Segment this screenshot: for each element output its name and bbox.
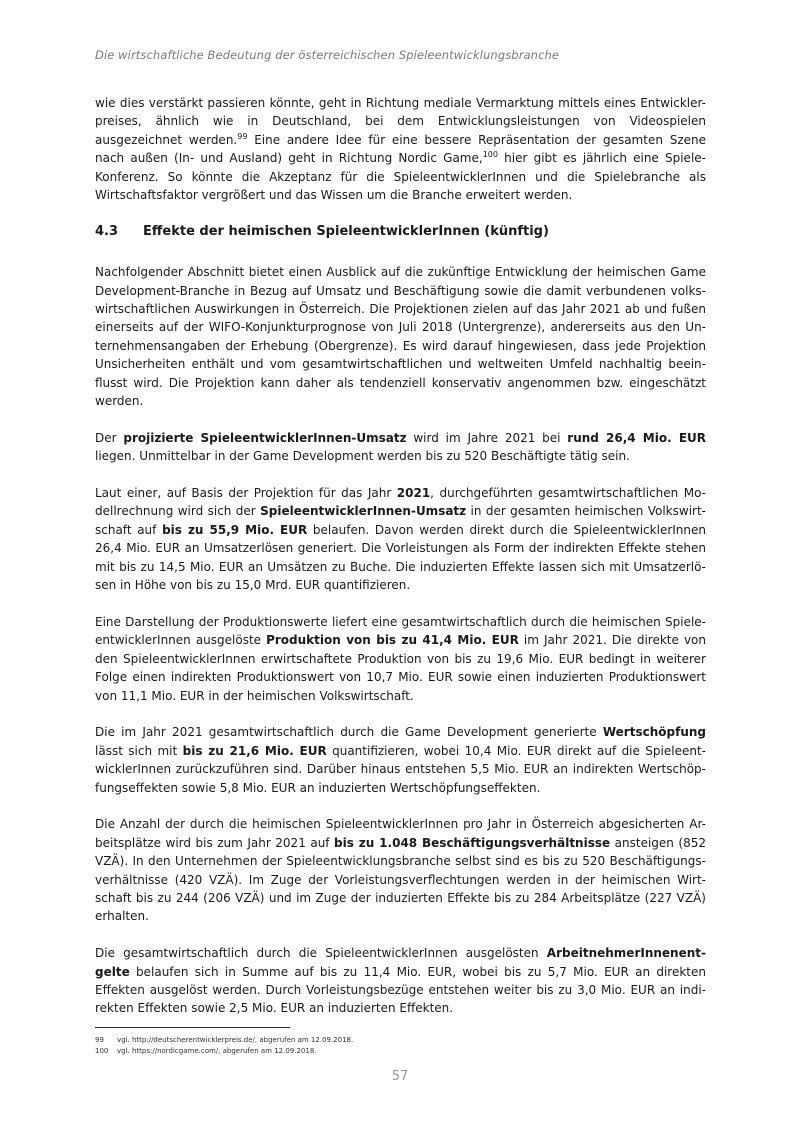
footnote-100 (95, 1046, 706, 1057)
bold-text: projizierte SpieleentwicklerInnen-Umsatz (123, 430, 407, 445)
paragraph-outlook (95, 263, 706, 410)
section-title: Effekte der heimischen SpieleentwicklerInnen (künftig) (143, 223, 549, 239)
section-heading (95, 223, 706, 241)
text: Eine Darstellung der Produktionswerte liefert eine gesamtwirtschaftlich durch die heimischen Spiele-entwicklerInnen ausgelöste (95, 614, 706, 648)
footnote-ref-99[interactable]: 99 (237, 131, 248, 141)
text: liegen. Unmittelbar in der Game Development werden bis zu 520 Beschäftigte tätig sein. (95, 449, 630, 464)
footnote-text[interactable]: vgl. https://nordicgame.com/, abgerufen am 12.09.2018. (117, 1046, 317, 1055)
footnote-text[interactable]: vgl. http://deutscherentwicklerpreis.de/, abgerufen am 12.09.2018. (117, 1036, 354, 1044)
footnotes (95, 1035, 706, 1056)
text: Eine andere Idee für eine bessere Repräsentation der gesamten Szene nach außen (In- und Ausland) geht in Richtung Nordic Game, (95, 132, 706, 166)
footnote-99 (95, 1035, 706, 1046)
text: Die im Jahr 2021 gesamtwirtschaftlich durch die Game Development generierte (95, 725, 603, 740)
footnote-number: 99 (95, 1036, 104, 1044)
bold-text: SpieleentwicklerInnen-Umsatz (260, 504, 467, 519)
text: , durchgeführten gesamtwirtschaftlichen Mo-dellrechnung wird sich der (95, 486, 707, 519)
text: Laut einer, auf Basis der Projektion für das Jahr (95, 486, 397, 501)
bold-text: Wertschöpfung (602, 725, 706, 740)
bold-text: ArbeitnehmerInnenent-gelte (95, 946, 706, 979)
text: Der (95, 430, 124, 445)
text: Nachfolgender Abschnitt bietet einen Ausblick auf die zukünftige Entwicklung der heimischen Game Development-Branche in Bezug auf Umsatz und Beschäftigung sowie die damit verbundenen volks-wirtschaftlichen Auswirkungen in Österreich. Die Projektionen zielen auf das Jahr 2021 ab und fußen einerseits auf der WIFO-Konjunkturprognose von Juli 2018 (Untergrenze), andererseits aus den Un-ternehmensangaben der Erhebung (Obergrenze). Es wird darauf hingewiesen, dass jede Projektion Unsicherheiten enthält und vom gesamtwirtschaftlichen und weltweiten Umfeld nachhaltig beein-flusst wird. Die Projektion kann daher als tendenziell konservativ angenommen bzw. eingeschätzt werden. (95, 265, 706, 409)
text: im Jahr 2021. Die direkte von den SpieleentwicklerInnen erwirtschaftete Produktion von bis zu 19,6 Mio. EUR bedingt in weiterer Folge einen indirekten Produktionswert von 10,7 Mio. EUR sowie einen induzierten Produktionswert von 11,1 Mio. EUR in der heimischen Volkswirtschaft. (95, 633, 706, 703)
bold-text: 2021 (396, 486, 431, 501)
text: in der gesamten heimischen Volkswirt-schaft auf (95, 504, 706, 537)
footnote-number: 100 (95, 1046, 109, 1055)
page-number: 57 (391, 1069, 409, 1084)
paragraph-intro (95, 94, 706, 204)
paragraph-value-added (95, 723, 706, 797)
text: belaufen sich in Summe auf bis zu 11,4 Mio. EUR, wobei bis zu 5,7 Mio. EUR an direkten Effekten ausgelöst werden. Durch Vorleistungsbezüge entstehen weiter bis zu 3,0 Mio. EUR an indi-rekten Effekten sowie 2,5 Mio. EUR an induzierten Effekten. (95, 964, 706, 1016)
text: ansteigen (852 VZÄ). In den Unternehmen der Spieleentwicklungsbranche selbst sind es bis zu 520 Beschäftigungs-verhältnisse (420 VZÄ). Im Zuge der Vorleistungsverflechtungen werden in der heimischen Wirt-schaft bis zu 244 (206 VZÄ) und im Zuge der induzierten Effekte bis zu 284 Arbeitsplätze (227 VZÄ) erhalten. (95, 835, 706, 924)
text: Die Anzahl der durch die heimischen SpieleentwicklerInnen pro Jahr in Österreich abgesicherten Ar-beitsplätze wird bis zum Jahr 2021 auf (95, 817, 706, 850)
paragraph-production (95, 613, 706, 705)
paragraph-employment (95, 815, 706, 925)
main-content (95, 94, 706, 1036)
bold-text: bis zu 21,6 Mio. EUR (182, 743, 327, 758)
text: lässt sich mit (95, 743, 183, 758)
text: Die gesamtwirtschaftlich durch die SpieleentwicklerInnen ausgelösten (95, 946, 547, 961)
bold-text: bis zu 55,9 Mio. EUR (162, 522, 308, 537)
bold-text: bis zu 1.048 Beschäftigungsverhältnisse (334, 835, 611, 850)
text: wird im Jahre 2021 bei (406, 430, 568, 445)
bold-text: rund 26,4 Mio. EUR (567, 430, 706, 445)
text: hier gibt es jährlich eine Spiele-Konferenz. So könnte die Akzeptanz für die SpieleentwicklerInnen und die Spielebranche als Wirtschaftsfaktor vergrößert und das Wissen um die Branche erweitert werden. (95, 151, 706, 203)
footnote-ref-100[interactable]: 100 (482, 150, 498, 160)
running-head: Die wirtschaftliche Bedeutung der österreichischen Spieleentwicklungsbranche (95, 48, 560, 62)
footnote-divider (95, 1027, 290, 1028)
text: quantifizieren, wobei 10,4 Mio. EUR direkt auf die Spieleent-wicklerInnen zurückzuführen sind. Darüber hinaus entstehen 5,5 Mio. EUR an indirekten Wertschöp-fungseffekten sowie 5,8 Mio. EUR an induzierten Wertschöpfungseffekten. (95, 743, 706, 795)
paragraph-model (95, 484, 706, 594)
paragraph-compensation (95, 944, 706, 1018)
section-number: 4.3 (95, 223, 119, 239)
paragraph-revenue (95, 429, 706, 466)
bold-text: Produktion von bis zu 41,4 Mio. EUR (266, 633, 519, 648)
text: belaufen. Davon werden direkt durch die SpieleentwicklerInnen 26,4 Mio. EUR an Umsatzerlösen generiert. Die Vorleistungen als Form der indirekten Effekte stehen mit bis zu 14,5 Mio. EUR an Umsätzen zu Buche. Die induzierten Effekte lassen sich mit Umsatzerlö-sen in Höhe von bis zu 15,0 Mrd. EUR quantifizieren. (95, 522, 706, 593)
text: wie dies verstärkt passieren könnte, geht in Richtung mediale Vermarktung mittels eines Entwickler-preises, ähnlich wie in Deutschland, bei dem Entwicklungsleistungen von Videospielen ausgezeichnet werden. (95, 96, 706, 147)
